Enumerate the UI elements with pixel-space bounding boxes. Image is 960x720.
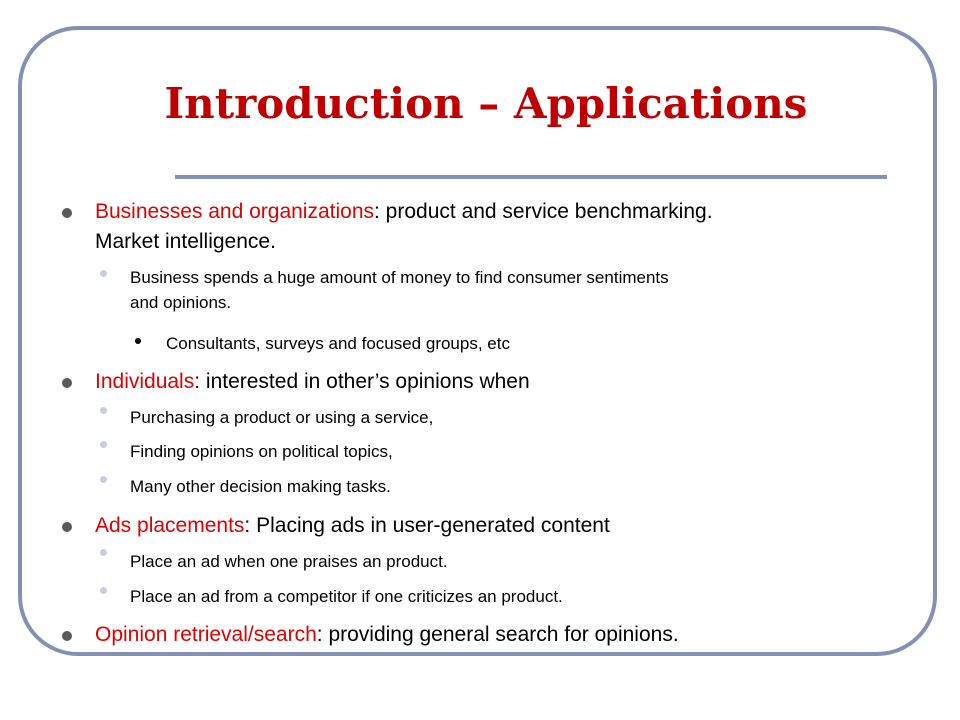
sub-bullet-2-1: Purchasing a product or using a service, <box>130 408 434 427</box>
bullet-2-highlight: Individuals <box>95 370 195 393</box>
bullet-3-text: : Placing ads in user-generated content <box>244 514 610 537</box>
bullet-1-text-line2: Market intelligence. <box>95 230 276 253</box>
title-divider <box>175 175 887 179</box>
sub-bullet-marker-1-1 <box>100 270 107 277</box>
sub-bullet-3-2: Place an ad from a competitor if one criticizes an product. <box>130 587 563 606</box>
bullet-4-highlight: Opinion retrieval/search <box>95 623 317 646</box>
slide-title: Introduction – Applications <box>164 79 808 128</box>
bullet-marker-2 <box>62 378 72 388</box>
sub-bullet-marker-3-1 <box>100 549 107 556</box>
sub-bullet-marker-2-1 <box>100 407 107 414</box>
sub-bullet-1-1-line2: and opinions. <box>130 293 232 312</box>
bullet-4 <box>95 620 895 650</box>
sub-sub-bullet-1-1-1: Consultants, surveys and focused groups, etc <box>166 334 510 353</box>
sub-bullet-2-3: Many other decision making tasks. <box>130 477 391 496</box>
bullet-3-highlight: Ads placements <box>95 514 245 537</box>
bullet-marker-3 <box>62 522 72 532</box>
sub-bullet-marker-2-3 <box>100 476 107 483</box>
bullet-marker-4 <box>62 631 72 641</box>
bullet-1-text: : product and service benchmarking. <box>374 200 713 223</box>
sub-bullet-2-2: Finding opinions on political topics, <box>130 442 393 461</box>
bullet-4-text: : providing general search for opinions. <box>316 623 679 646</box>
sub-bullet-3-1: Place an ad when one praises an product. <box>130 552 448 571</box>
bullet-1 <box>95 197 895 257</box>
sub-bullet-marker-3-2 <box>100 587 107 594</box>
bullet-marker-1 <box>62 208 72 218</box>
bullet-2 <box>95 367 895 397</box>
bullet-3 <box>95 511 895 541</box>
bullet-2-text: : interested in other’s opinions when <box>194 370 530 393</box>
sub-bullet-marker-2-2 <box>100 441 107 448</box>
sub-sub-bullet-marker-1-1-1 <box>135 338 141 344</box>
sub-bullet-1-1 <box>130 265 900 315</box>
bullet-1-highlight: Businesses and organizations <box>95 200 375 223</box>
sub-bullet-1-1-line1: Business spends a huge amount of money to find consumer sentiments <box>130 268 669 287</box>
